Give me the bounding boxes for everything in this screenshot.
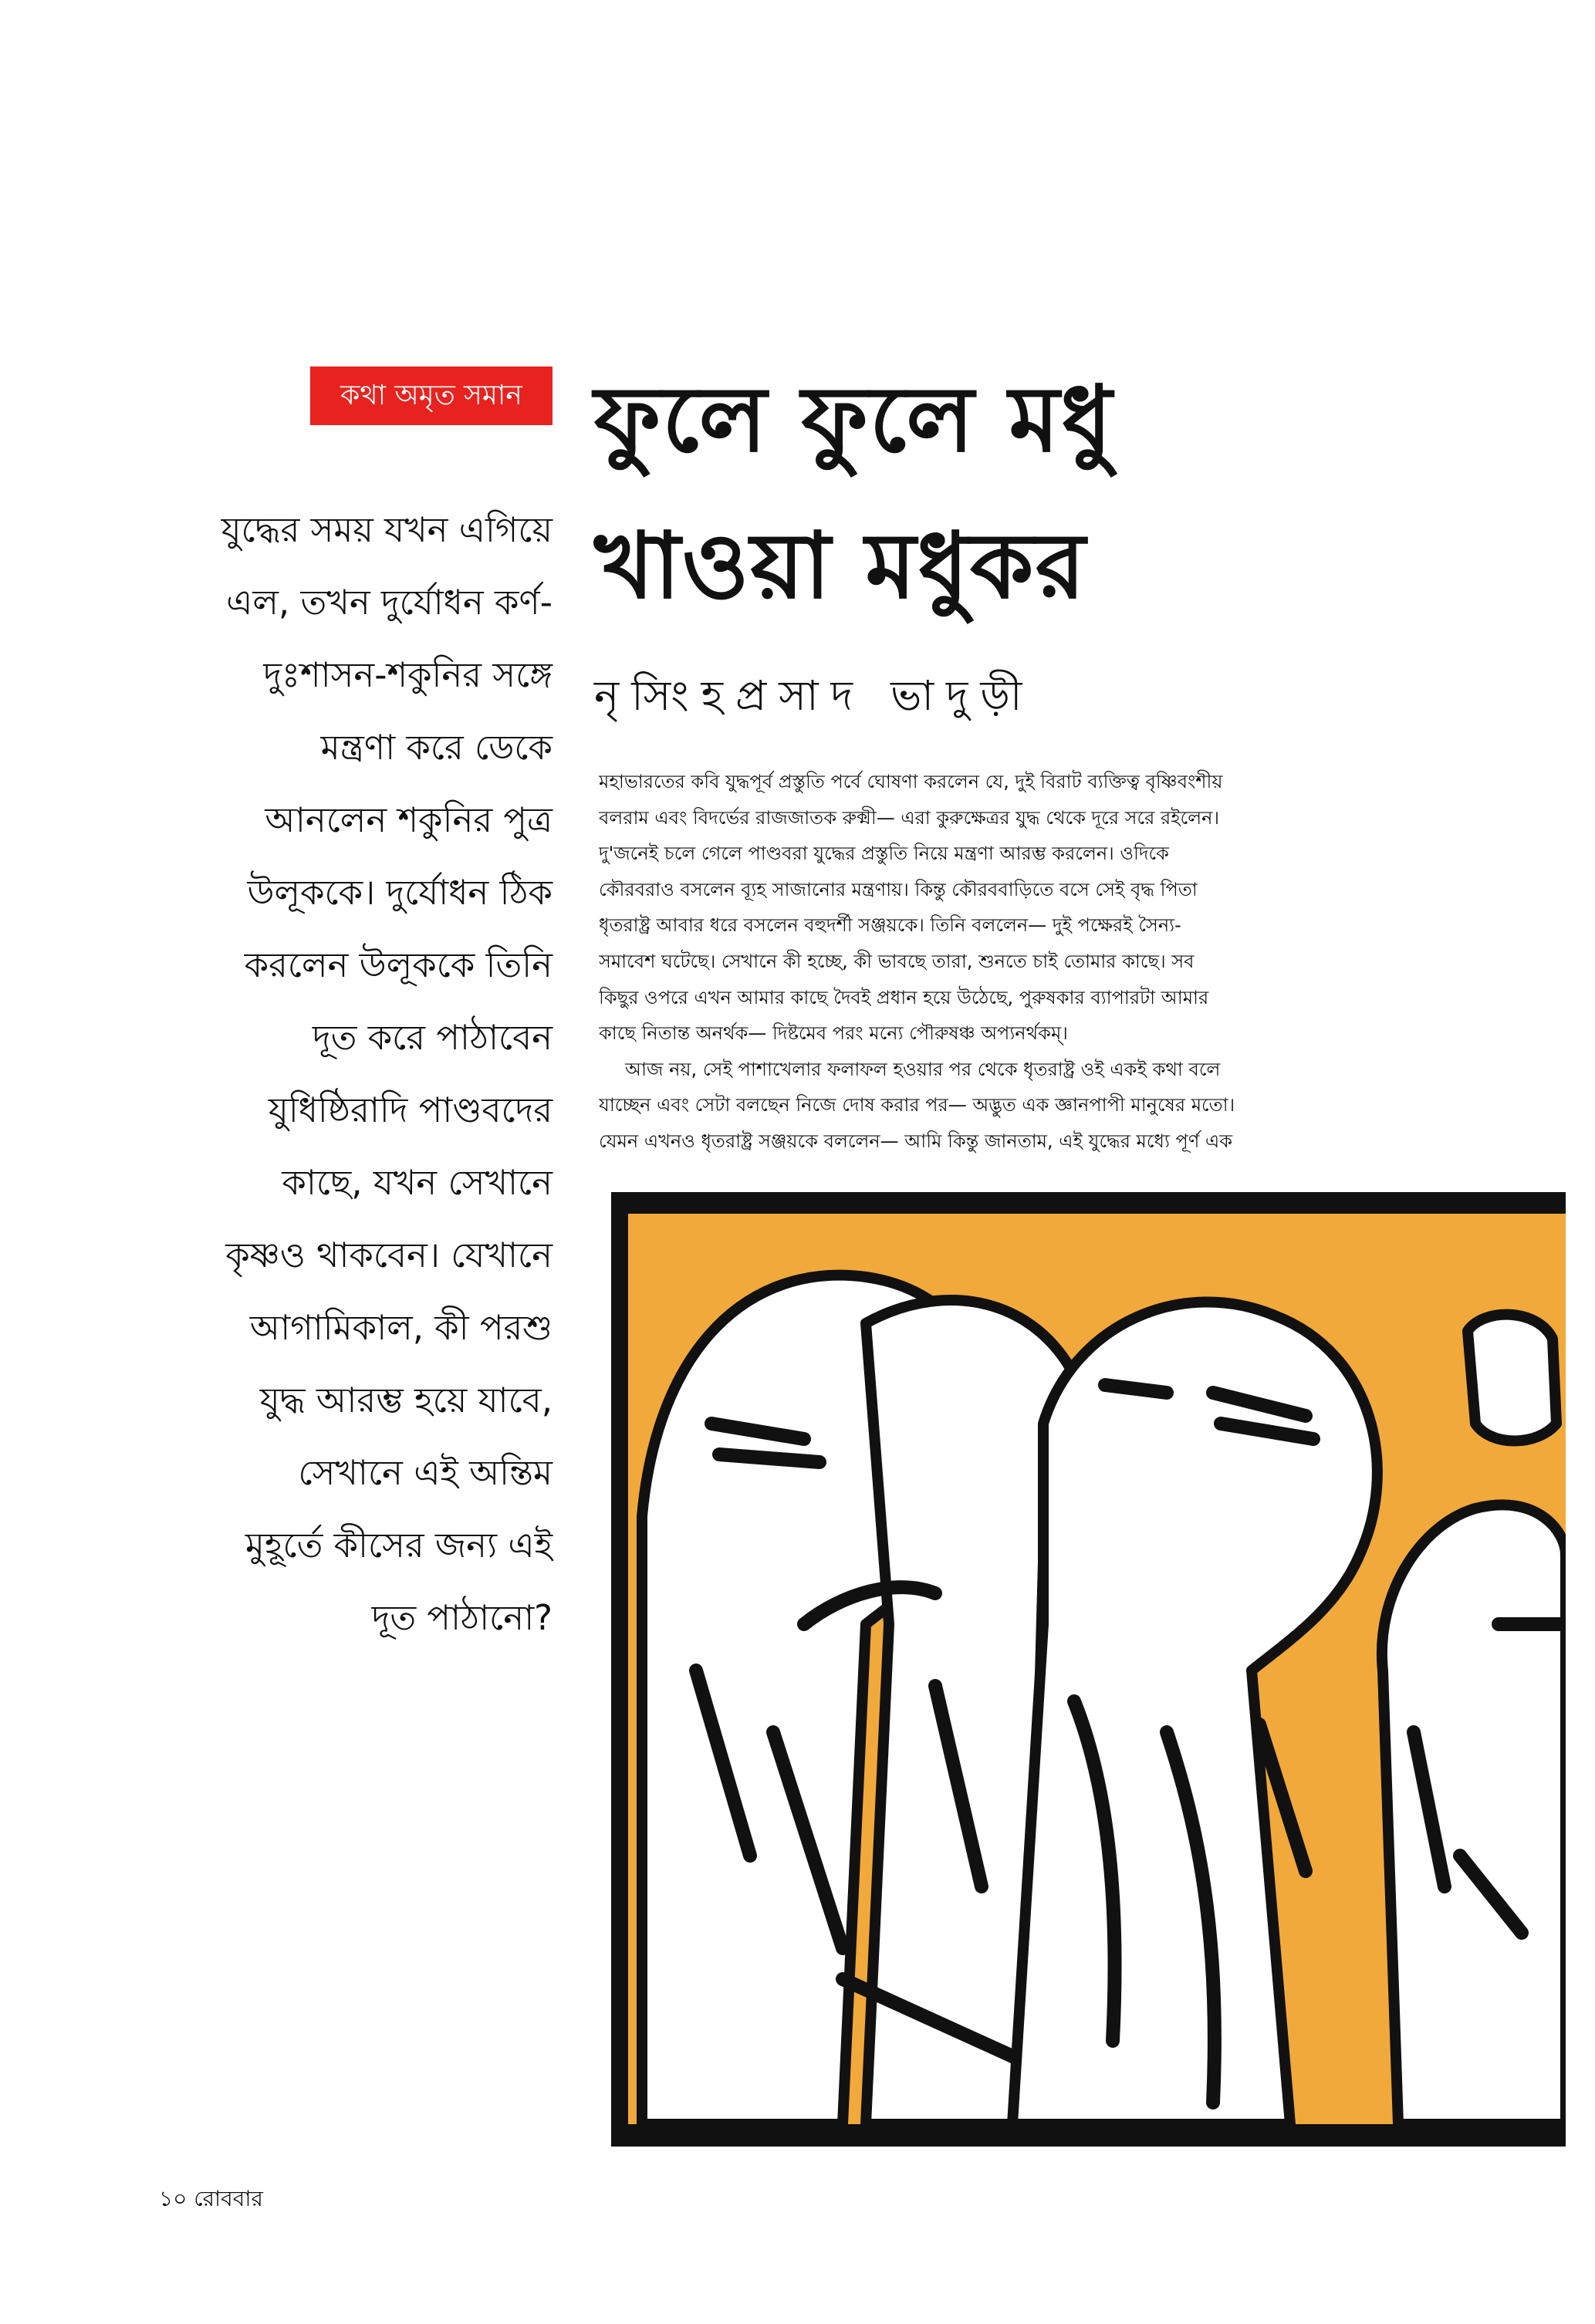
pull-quote-line: দুঃশাসন-শকুনির সঙ্গে [263, 654, 553, 695]
body-line: মহাভারতের কবি যুদ্ধপূর্ব প্রস্তুতি পর্বে ঘোষণা করলেন যে, দুই বিরাট ব্যক্তিত্ব বৃষ্ণিবংশীয় [599, 771, 1223, 792]
body-line: দু'জনেই চলে গেলে পাণ্ডবরা যুদ্ধের প্রস্তুতি নিয়ে মন্ত্রণা আরম্ভ করলেন। ওদিকে [599, 843, 1169, 865]
section-label: কথা অমৃত সমান [310, 367, 553, 425]
pull-quote-line: আগামিকাল, কী পরশু [249, 1307, 553, 1348]
body-line: যেমন এখনও ধৃতরাষ্ট্র সঞ্জয়কে বললেন— আমি কিন্তু জানতাম, এই যুদ্ধের মধ্যে পূর্ণ এক [599, 1130, 1233, 1152]
body-line: কিছুর ওপরে এখন আমার কাছে দৈবই প্রধান হয়ে উঠেছে, পুরুষকার ব্যাপারটা আমার [599, 986, 1209, 1008]
pull-quote-line: যুধিষ্ঠিরাদি পাণ্ডবদের [268, 1089, 553, 1130]
body-line: ধৃতরাষ্ট্র আবার ধরে বসলেন বহুদর্শী সঞ্জয়কে। তিনি বললেন— দুই পক্ষেরই সৈন্য- [599, 914, 1181, 937]
pull-quote-line: দূত করে পাঠাবেন [312, 1017, 553, 1058]
body-line: সমাবেশ ঘটেছে। সেখানে কী হচ্ছে, কী ভাবছে তারা, শুনতে চাই তোমার কাছে। সব [599, 950, 1195, 972]
article-title [594, 346, 1289, 639]
pull-quote-line: করলেন উলূককে তিনি [244, 944, 553, 985]
body-line: আজ নয়, সেই পাশাখেলার ফলাফল হওয়ার পর থেকে ধৃতরাষ্ট্র ওই একই কথা বলে [625, 1058, 1221, 1080]
pull-quote-line: সেখানে এই অন্তিম [298, 1452, 553, 1493]
title-line-2: খাওয়া মধুকর [594, 512, 1087, 619]
folio [159, 2182, 263, 2218]
pull-quote-line: কৃষ্ণও থাকবেন। যেখানে [225, 1235, 553, 1275]
body-line: কৌরবরাও বসলেন ব্যূহ সাজানোর মন্ত্রণায়। কিন্তু কৌরববাড়িতে বসে সেই বৃদ্ধ পিতা [599, 878, 1198, 900]
illustration [611, 1192, 1566, 2147]
pull-quote-line: মন্ত্রণা করে ডেকে [320, 727, 553, 768]
page-number: ১০ [159, 2186, 188, 2211]
pull-quote-line: উলূককে। দুর্যোধন ঠিক [247, 872, 553, 913]
pull-quote-line: যুদ্ধের সময় যখন এগিয়ে [221, 509, 553, 550]
pull-quote-line: মুহূর্তে কীসের জন্য এই [245, 1525, 553, 1566]
body-line: যাচ্ছেন এবং সেটা বলছেন নিজে দোষ করার পর— অদ্ভুত এক জ্ঞানপাপী মানুষের মতো। [599, 1094, 1235, 1116]
article-body [599, 764, 1432, 1160]
pull-quote-line: যুদ্ধ আরম্ভ হয়ে যাবে, [259, 1380, 553, 1420]
pull-quote-line: কাছে, যখন সেখানে [282, 1162, 553, 1203]
pull-quote-line: এল, তখন দুর্যোধন কর্ণ- [226, 582, 553, 623]
body-line: বলরাম এবং বিদর্ভের রাজজাতক রুক্মী— এরা কুরুক্ষেত্রর যুদ্ধ থেকে দূরে সরে রইলেন। [599, 806, 1220, 829]
author-byline: নৃসিংহপ্রসাদ ভাদুড়ী [594, 671, 1035, 720]
title-line-1: ফুলে ফুলে মধু [594, 366, 1113, 472]
pull-quote-line: দূত পাঠানো? [371, 1597, 553, 1638]
pull-quote-line: আনলেন শকুনির পুত্র [265, 799, 553, 840]
pull-quote [147, 494, 553, 1654]
publication-name: রোববার [194, 2186, 263, 2211]
illustration-artwork [611, 1192, 1566, 2147]
body-line: কাছে নিতান্ত অনর্থক— দিষ্টমেব পরং মন্যে পৌরুষঞ্চ অপ্যনর্থকম্। [599, 1022, 1068, 1045]
